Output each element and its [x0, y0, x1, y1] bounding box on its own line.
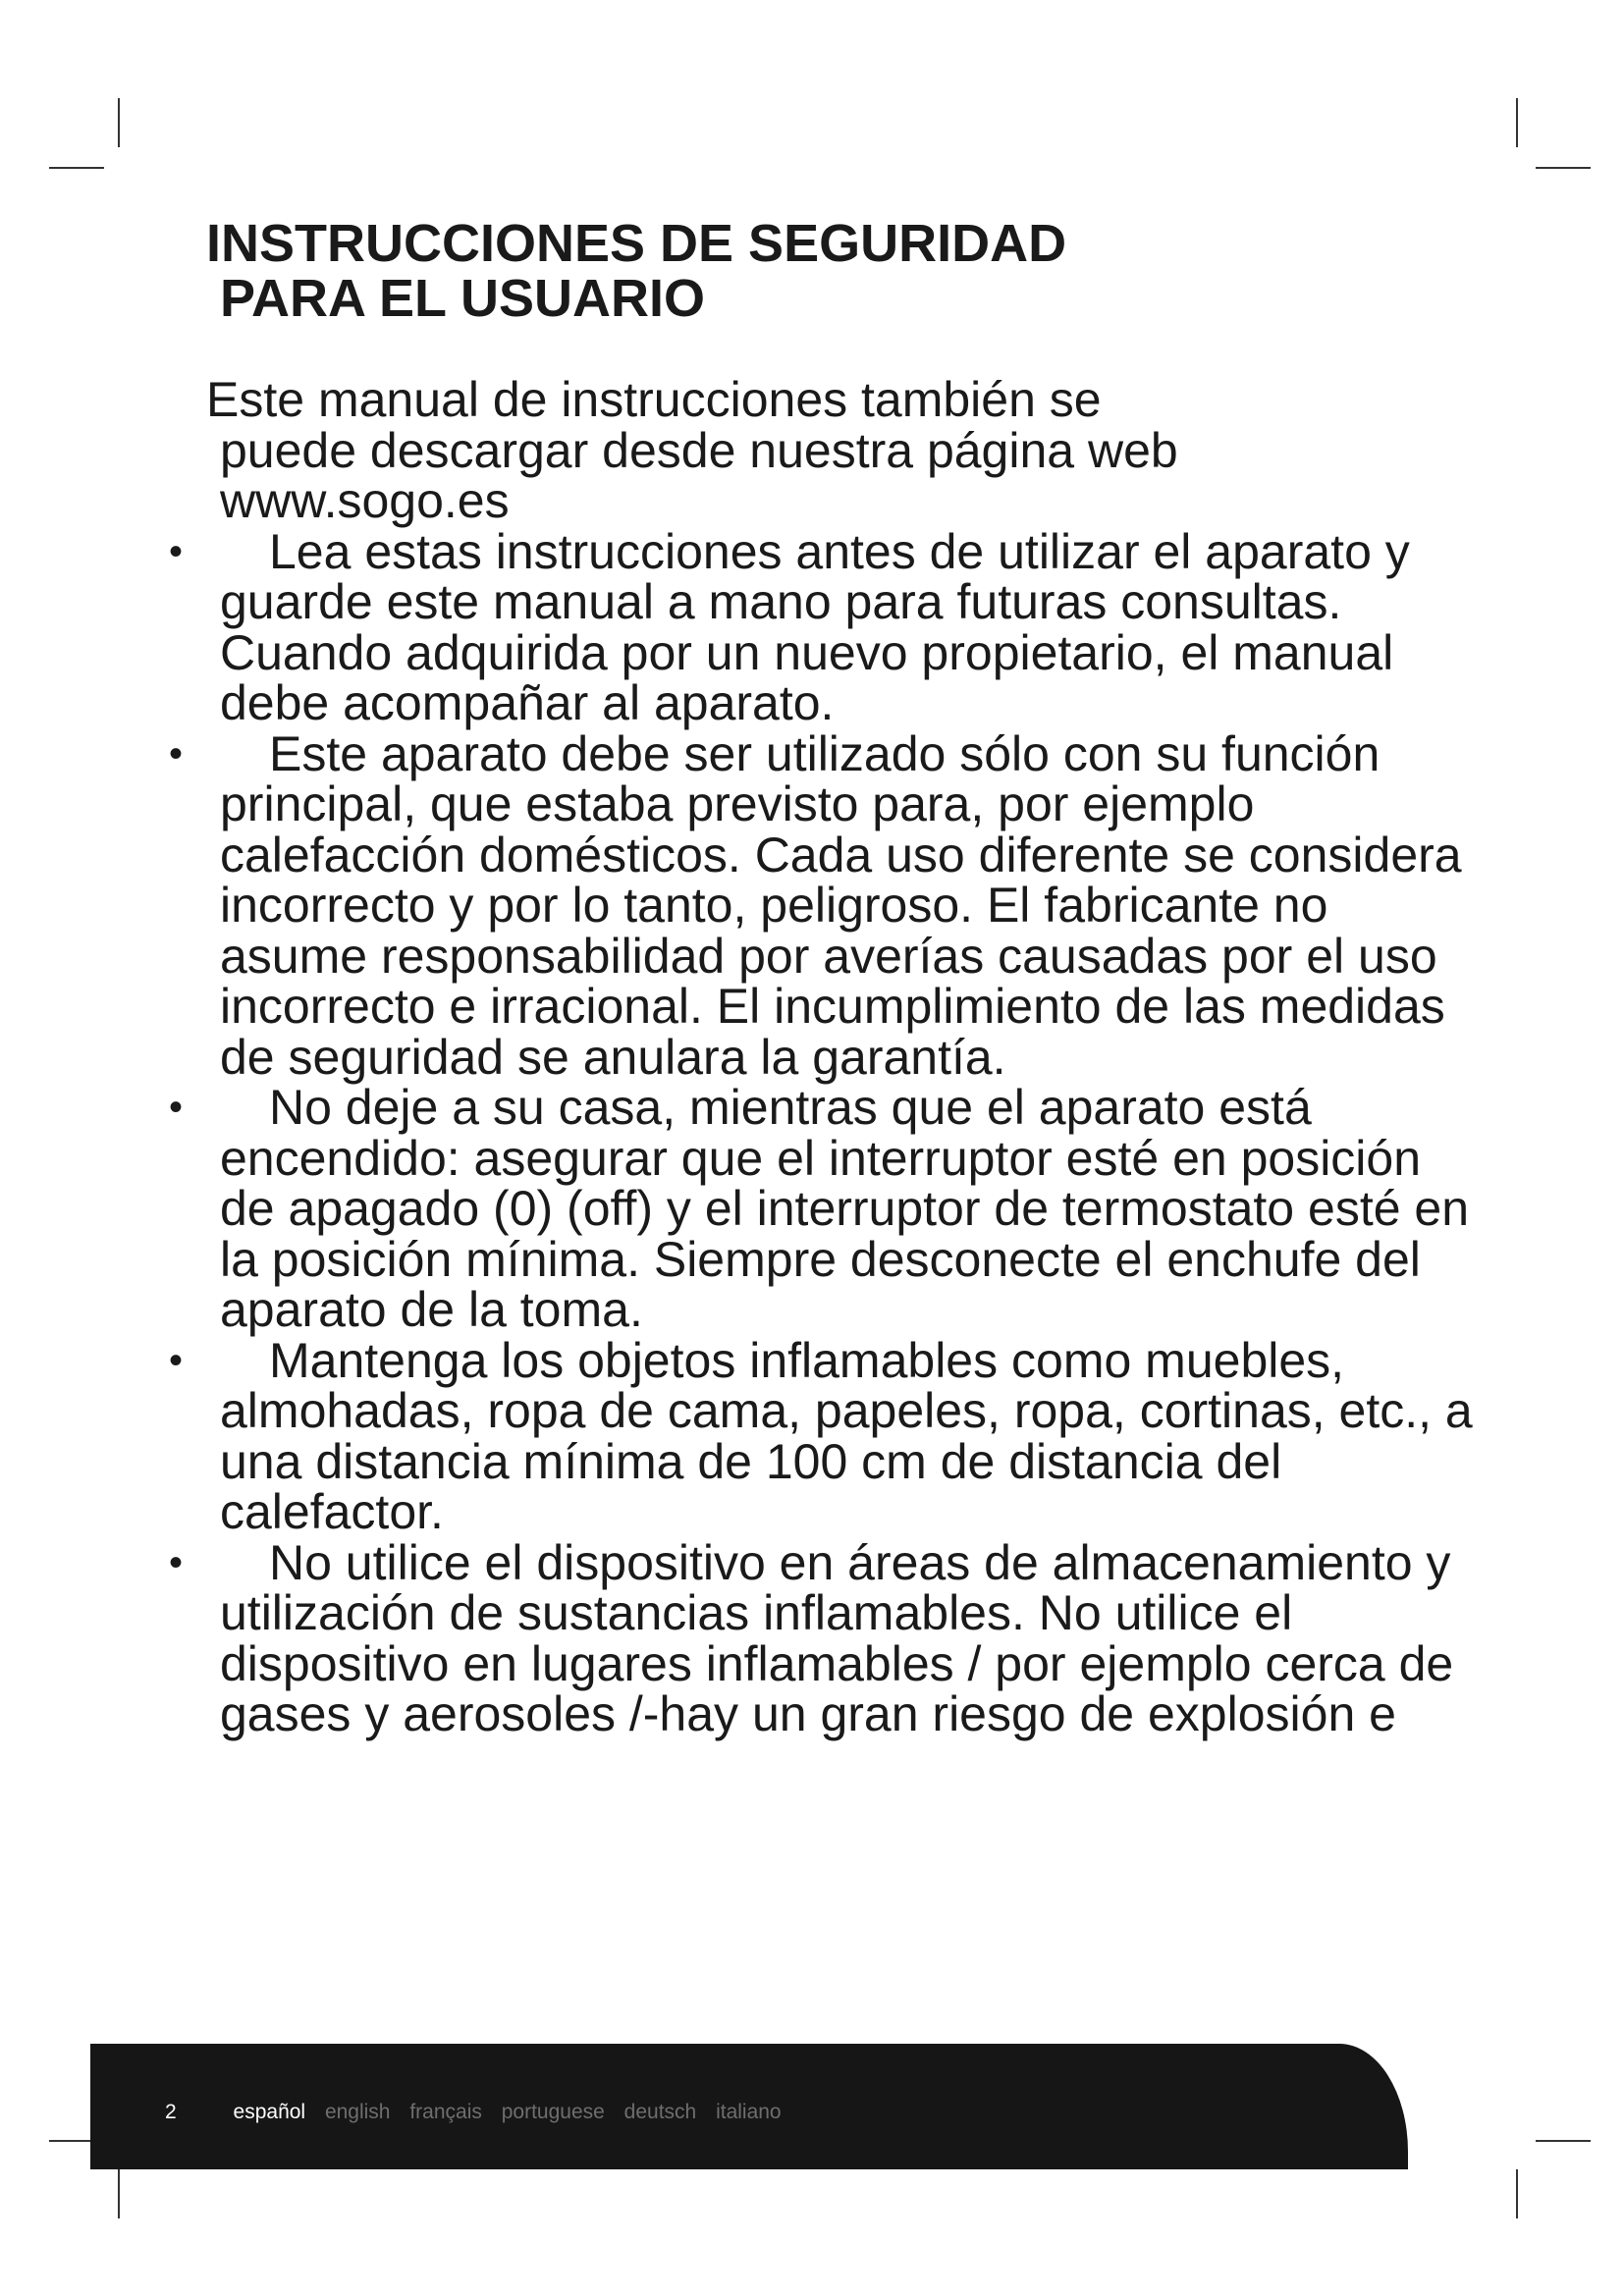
list-item-text: aparato y guarde este manual a mano para futuras consultas. Cuando adquirida por un nuevo propietario, el manual debe acompañar al aparato. [220, 523, 1410, 730]
list-item-text: función principal, que estaba previsto para, por ejemplo calefacción domésticos. Cada uso diferente se considera incorrecto y por lo tanto, peligroso. El fabricante no asume responsabilidad por averías causadas por el uso incorrecto e irracional. El incumplimiento de las medidas de seguridad se anulara la garantía. [220, 725, 1462, 1085]
list-item-text: está encendido: asegurar que el interruptor esté en posición de apagado (0) (off) y el interruptor de termostato esté en la posición mínima. Siempre desconecte el enchufe del aparato de la toma. [220, 1080, 1470, 1337]
intro-paragraph [206, 372, 1473, 528]
bullet-icon: • [169, 1540, 184, 1584]
crop-mark [1516, 2169, 1518, 2218]
footer-bar [90, 2044, 1408, 2169]
document-body [169, 372, 1473, 1741]
list-item [169, 1080, 1473, 1337]
list-item-lead: Mantenga los objetos inflamables como [269, 1332, 1146, 1388]
page-title [206, 216, 1483, 326]
page-number: 2 [165, 2101, 177, 2123]
safety-list [169, 523, 1473, 1741]
list-item [169, 1534, 1473, 1741]
intro-line-2: puede descargar desde nuestra página web [220, 422, 1178, 478]
list-item-lead: Lea estas instrucciones antes de utilizar el [269, 523, 1206, 579]
title-line-1: INSTRUCCIONES DE SEGURIDAD [206, 214, 1067, 273]
list-item [169, 1332, 1473, 1539]
language-espanol: español [233, 2101, 306, 2123]
language-italiano: italiano [716, 2101, 782, 2123]
intro-line-1: Este manual de instrucciones también se [206, 372, 1102, 427]
crop-mark [118, 98, 120, 147]
language-francais: français [409, 2101, 482, 2123]
footer-content [165, 2101, 795, 2124]
crop-mark [49, 167, 104, 169]
list-item [169, 725, 1473, 1085]
list-item [169, 523, 1473, 730]
crop-mark [118, 2169, 120, 2218]
list-item-text: muebles, almohadas, ropa de cama, papeles, ropa, cortinas, etc., a una distancia mínima de 100 cm de distancia del calefactor. [220, 1332, 1473, 1539]
language-portuguese: portuguese [501, 2101, 605, 2123]
bullet-icon: • [169, 1086, 184, 1129]
list-item-lead: No deje a su casa, mientras que el aparato [269, 1080, 1219, 1135]
list-item-lead: No utilice el dispositivo en áreas de [269, 1534, 1053, 1590]
crop-mark [1516, 98, 1518, 147]
crop-mark [1536, 167, 1591, 169]
crop-mark [1536, 2140, 1591, 2142]
bullet-icon: • [169, 731, 184, 775]
bullet-icon: • [169, 529, 184, 573]
bullet-icon: • [169, 1338, 184, 1382]
language-deutsch: deutsch [623, 2101, 697, 2123]
language-english: english [324, 2101, 391, 2123]
title-line-2: PARA EL USUARIO [220, 269, 706, 328]
list-item-lead: Este aparato debe ser utilizado sólo con su [269, 725, 1222, 781]
list-item-text: almacenamiento y utilización de sustancias inflamables. No utilice el dispositivo en lugares inflamables / por ejemplo cerca de gases y aerosoles /-hay un gran riesgo de explosión e [220, 1534, 1454, 1741]
intro-website: www.sogo.es [220, 473, 510, 528]
